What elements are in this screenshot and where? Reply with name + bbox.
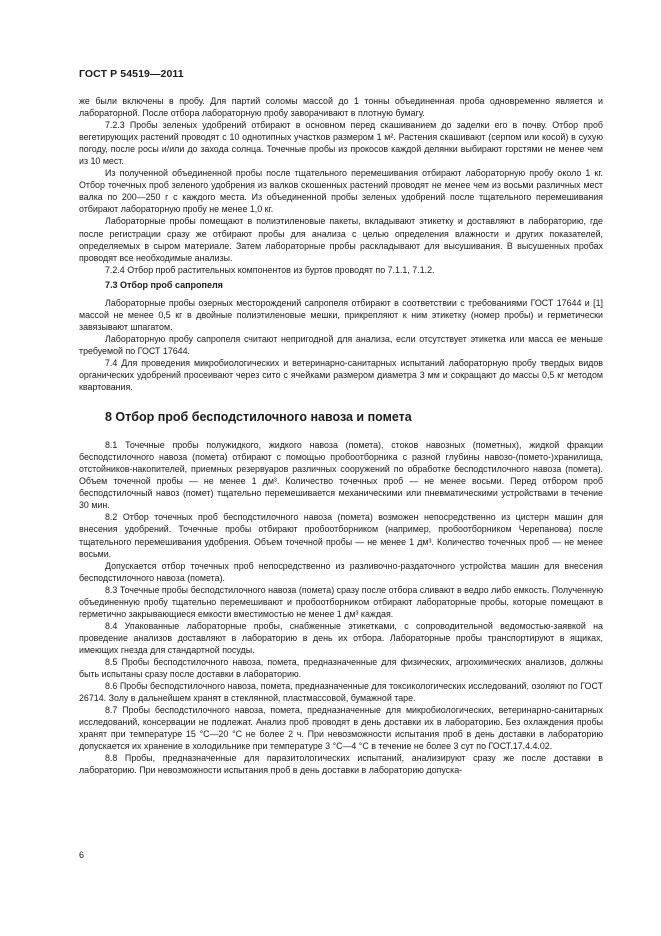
section-heading-8: 8 Отбор проб бесподстилочного навоза и помета (105, 410, 412, 425)
paragraph-7-2-3: 7.2.3 Пробы зеленых удобрений отбирают в основном перед скашиванием до заделки его в почву. Отбор проб вегетирующих растений проводят с 10 однотипных участков размером 1 м². Растения скашивают (серпом или косой) в сухую погоду, после росы и/или до захода солнца. Точечные пробы из прокосов каждой делянки выбирают горстями не менее чем из 10 мест. (79, 120, 603, 167)
paragraph-8-1: 8.1 Точечные пробы полужидкого, жидкого навоза (помета), стоков навозных (пометных), жидкой фракции бесподстилочного навоза (помета) отбирают с помощью пробоотборника с разной глубины навозо-(помето-)хранилища, отстойников-накопителей, приемных резервуаров различных сооружений по обработке бесподстилочного навоза (помета). Объем точечной пробы — не менее 1 дм³. Количество точечных проб — не менее восьми. Перед отбором проб бесподстилочный навоз (помет) тщательно перемешивается механическими или пневматическими устройствами в течение 30 мин. (79, 440, 603, 511)
paragraph-8-6: 8.6 Пробы бесподстилочного навоза, помета, предназначенные для токсикологических исследований, озоляют по ГОСТ 26714. Золу в дальнейшем хранят в стеклянной, пластмассовой, бумажной таре. (79, 681, 603, 704)
paragraph-green-fertilizer-sampling: Из полученной объединенной пробы после тщательного перемешивания отбирают лабораторную пробу около 1 кг. Отбор точечных проб зеленого удобрения из валков скошенных растений проводят не менее чем из восьми различных мест валка по 200—250 г с каждого места. Из объединенной пробы зеленых удобрений после тщательного перемешивания отбирают лабораторную пробу не менее 1,0 кг. (79, 168, 603, 215)
paragraph-sapropel-unsuitable: Лабораторную пробу сапропеля считают непригодной для анализа, если отсутствует этикетка или масса ее меньше требуемой по ГОСТ 17644. (79, 333, 603, 356)
paragraph-8-5: 8.5 Пробы бесподстилочного навоза, помета, предназначенные для физических, агрохимических анализов, должны быть испытаны сразу после доставки в лабораторию. (79, 656, 603, 680)
paragraph-laboratory-samples: Лабораторные пробы помещают в полиэтиленовые пакеты, вкладывают этикетку и доставляют в лабораторию, где после регистрации сразу же отбирают пробы для анализа с целью определения влажности и других показателей, определяемых в сыром материале. Затем лабораторные пробы раскладывают для высушивания. В высушенных пробах проводят все необходимые анализы. (79, 216, 603, 263)
paragraph-8-2-allowed: Допускается отбор точечных проб непосредственно из разливочно-раздаточного устройства машин для внесения бесподстилочного навоза (помета). (79, 560, 603, 583)
paragraph-straw-continuation: же были включены в пробу. Для партий соломы массой до 1 тонны объединенная проба одновременно является и лабораторной. После отбора лабораторную пробу заворачивают в плотную бумагу. (79, 96, 603, 119)
paragraph-8-4: 8.4 Упакованные лабораторные пробы, снабженные этикетками, с сопроводительной ведомостью-заявкой на проведение анализов доставляют в лабораторию в день их отбора. Лабораторные пробы транспортируют в ящиках, имеющих гнезда для стандартной посуды. (79, 620, 603, 655)
subsection-heading-7-3: 7.3 Отбор проб сапропеля (105, 279, 223, 290)
paragraph-8-8: 8.8 Пробы, предназначенные для паразитологических испытаний, анализируют сразу же после доставки в лабораторию. При невозможности испытания проб в день доставки в лабораторию допуска- (79, 753, 603, 776)
document-header-code: ГОСТ Р 54519—2011 (79, 68, 184, 80)
paragraph-7-4: 7.4 Для проведения микробиологических и ветеринарно-санитарных испытаний лабораторную пробу твердых видов органических удобрений просеивают через сито с ячейками размером диаметра 3 мм и сокращают до массы 0,5 кг методом квартования. (79, 357, 603, 393)
paragraph-8-7: 8.7 Пробы бесподстилочного навоза, помета, предназначенные для микробиологических, ветеринарно-санитарных исследований, консервации не подлежат. Анализ проб проводят в день доставки их в лабораторию. Без охлаждения пробы хранят при температуре 15 °С—20 °С не более 2 ч. При невозможности испытания проб в день доставки в лабораторию допускается их хранение в холодильнике при температуре 3 °С—4 °С в течение не более 3 сут по ГОСТ.17.4.4.02. (79, 705, 603, 752)
page-number: 6 (79, 850, 85, 860)
paragraph-7-2-4: 7.2.4 Отбор проб растительных компонентов из буртов проводят по 7.1.1, 7.1.2. (105, 264, 435, 275)
document-body (79, 95, 603, 776)
paragraph-sapropel-requirements: Лабораторные пробы озерных месторождений сапропеля отбирают в соответствии с требованиями ГОСТ 17644 и [1] массой не менее 0,5 кг в двойные полиэтиленовые мешки, прикрепляют к ним этикетку (номер пробы) и герметически завязывают шпагатом. (79, 297, 603, 332)
paragraph-8-2: 8.2 Отбор точечных проб бесподстилочного навоза (помета) возможен непосредственно из цистерн машин для внесения удобрений. Точечные пробы отбирают пробоотборником (например, пробоотборником Черепанова) после тщательного перемешивания удобрения. Объем точечной пробы — не менее 1 дм³. Количество точечных проб — не менее восьми. (79, 512, 603, 559)
paragraph-8-3: 8.3 Точечные пробы бесподстилочного навоза (помета) сразу после отбора сливают в ведро либо емкость. Полученную объединенную пробу тщательно перемешивают и пробоотборником отбирают лабораторные пробы, которые помещают в герметично закрывающиеся емкости вместимостью не менее 1 дм³ каждая. (79, 584, 603, 619)
